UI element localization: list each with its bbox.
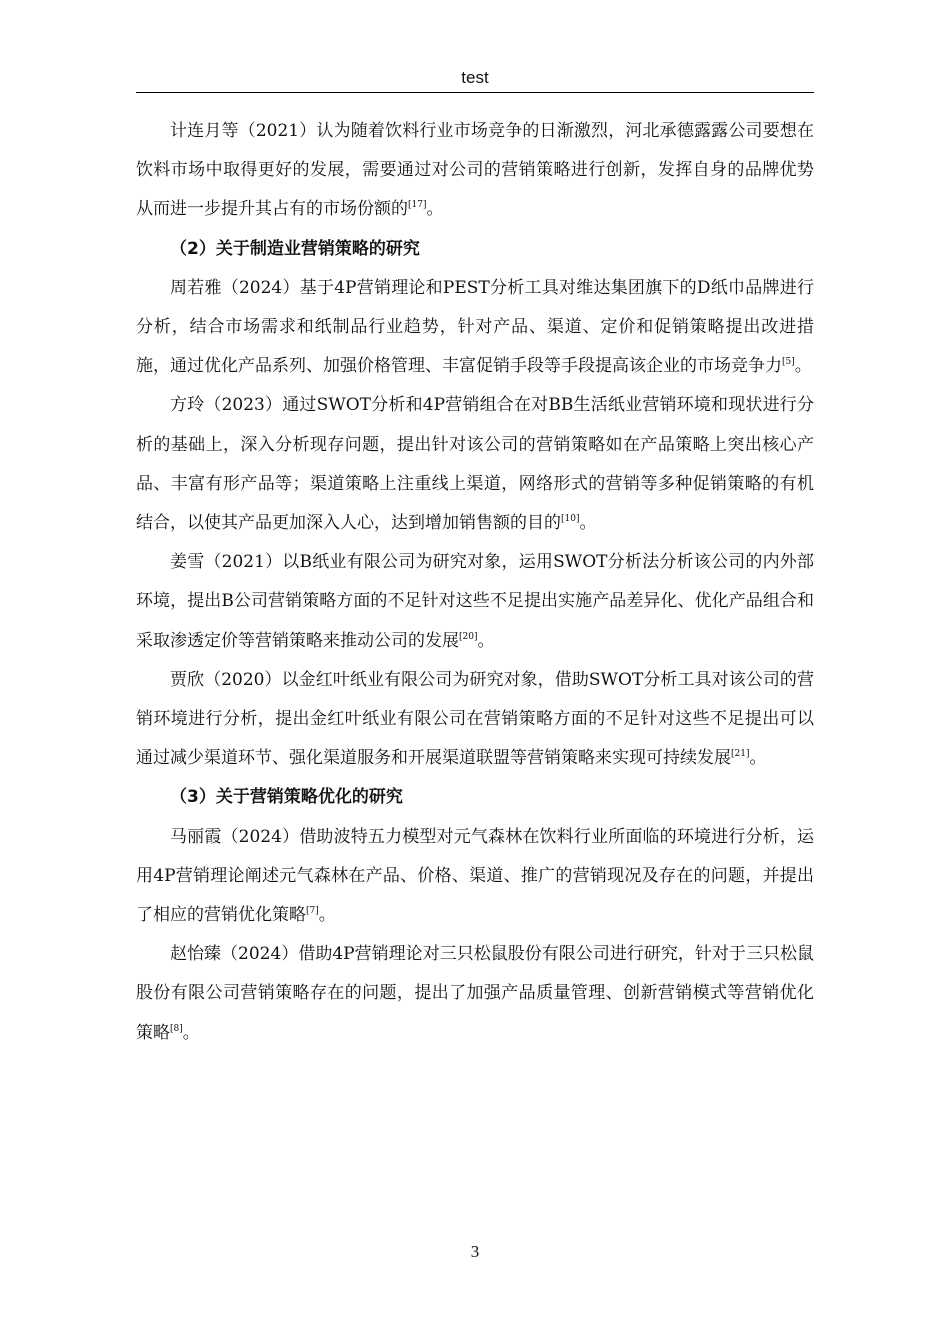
citation: [21] — [731, 749, 750, 760]
header-rule — [136, 92, 814, 93]
paragraph: 贾欣（2020）以金红叶纸业有限公司为研究对象，借助SWOT分析工具对该公司的营销环境进行分析，提出金红叶纸业有限公司在营销策略方面的不足针对这些不足提出可以通过减少渠道环节、强化渠道服务和开展渠道联盟等营销策略来实现可持续发展[21]。 — [136, 669, 814, 769]
body-text — [136, 112, 814, 1053]
paragraph: 赵怡臻（2024）借助4P营销理论对三只松鼠股份有限公司进行研究，针对于三只松鼠股份有限公司营销策略存在的问题，提出了加强产品质量管理、创新营销模式等营销优化策略[8]。 — [136, 944, 814, 1043]
section-heading: （2）关于制造业营销策略的研究 — [170, 238, 420, 259]
citation: [8] — [170, 1023, 183, 1034]
citation: [17] — [408, 200, 427, 211]
section-heading: （3）关于营销策略优化的研究 — [170, 787, 403, 808]
citation: [5] — [782, 357, 795, 368]
citation: [20] — [459, 631, 478, 642]
paragraph: 计连月等（2021）认为随着饮料行业市场竞争的日渐激烈，河北承德露露公司要想在饮料市场中取得更好的发展，需要通过对公司的营销策略进行创新，发挥自身的品牌优势从而进一步提升其占有的市场份额的[17]。 — [136, 121, 814, 220]
paragraph: 姜雪（2021）以B纸业有限公司为研究对象，运用SWOT分析法分析该公司的内外部环境，提出B公司营销策略方面的不足针对这些不足提出实施产品差异化、优化产品组合和采取渗透定价等营销策略来推动公司的发展[20]。 — [136, 552, 814, 651]
paragraph: 周若雅（2024）基于4P营销理论和PEST分析工具对维达集团旗下的D纸巾品牌进行分析，结合市场需求和纸制品行业趋势，针对产品、渠道、定价和促销策略提出改进措施，通过优化产品系列、加强价格管理、丰富促销手段等手段提高该企业的市场竞争力[5]。 — [136, 277, 814, 377]
running-header: test — [461, 68, 489, 87]
paragraph: 马丽霞（2024）借助波特五力模型对元气森林在饮料行业所面临的环境进行分析，运用4P营销理论阐述元气森林在产品、价格、渠道、推广的营销现况及存在的问题，并提出了相应的营销优化策略[7]。 — [136, 826, 814, 926]
page-number: 3 — [470, 1242, 480, 1261]
paragraph: 方玲（2023）通过SWOT分析和4P营销组合在对BB生活纸业营销环境和现状进行分析的基础上，深入分析现存问题，提出针对该公司的营销策略如在产品策略上突出核心产品、丰富有形产品等；渠道策略上注重线上渠道，网络形式的营销等多种促销策略的有机结合，以使其产品更加深入人心，达到增加销售额的目的[10]。 — [136, 395, 814, 534]
citation: [10] — [561, 514, 580, 525]
citation: [7] — [306, 906, 319, 917]
